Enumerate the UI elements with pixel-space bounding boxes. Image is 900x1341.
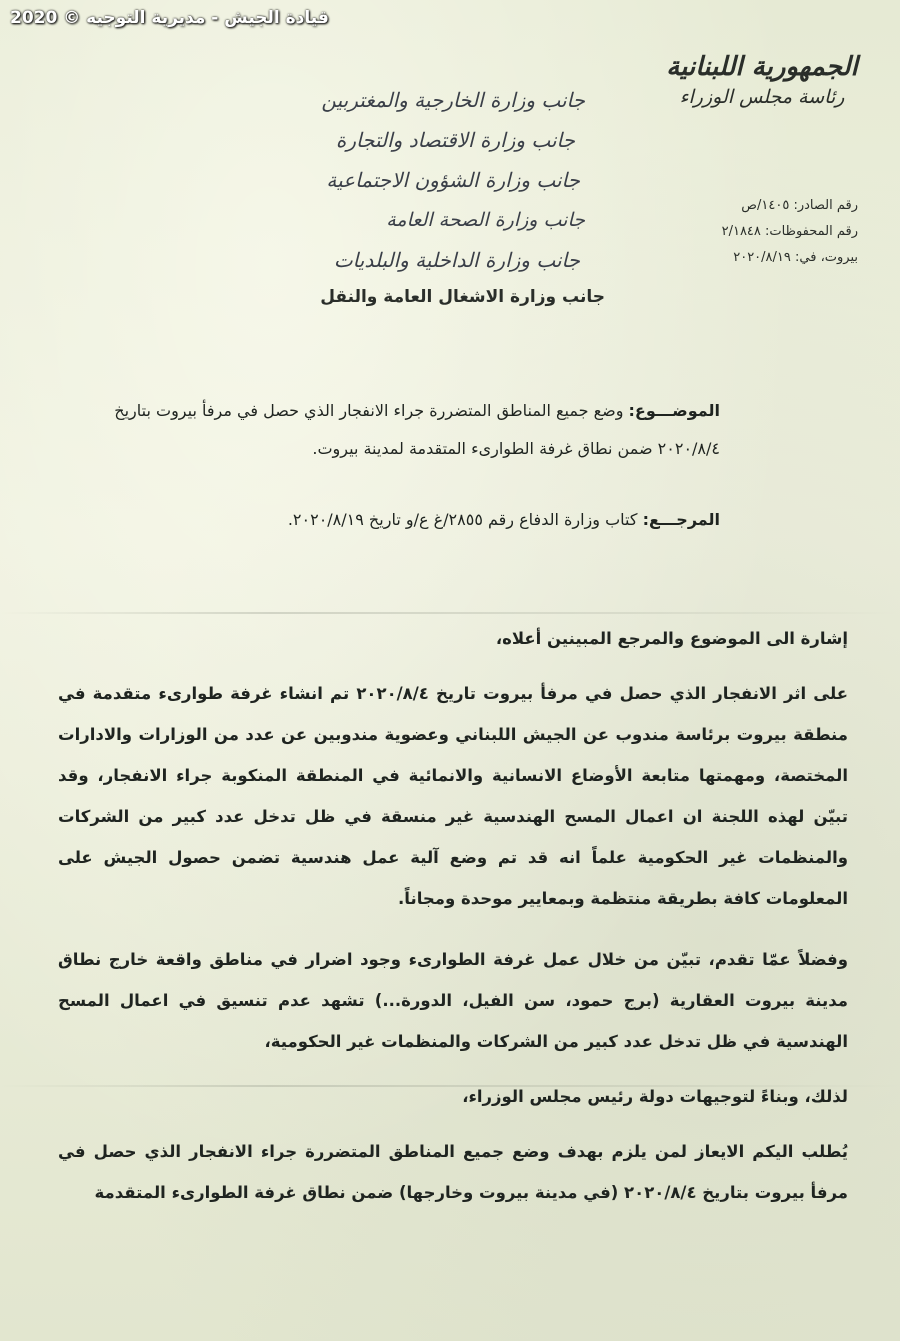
body-paragraph: إشارة الى الموضوع والمرجع المبينين أعلاه، <box>495 629 848 648</box>
reference-text: كتاب وزارة الدفاع رقم ٢٨٥٥/غ ع/و تاريخ ٢٠٢٠/٨/١٩. <box>287 510 638 529</box>
letterhead-subtitle: رئاسة مجلس الوزراء <box>679 86 845 108</box>
subject-line <box>60 392 720 468</box>
body-paragraph: يُطلب اليكم الايعاز لمن يلزم بهدف وضع جميع المناطق المتضررة جراء الانفجار الذي حصل في مرفأ بيروت بتاريخ ٢٠٢٠/٨/٤ (في مدينة بيروت وخارجها) ضمن نطاق غرفة الطوارىء المتقدمة <box>58 1142 848 1202</box>
addressee-handwritten: جانب وزارة الاقتصاد والتجارة <box>335 128 575 152</box>
addressee-handwritten: جانب وزارة الصحة العامة <box>386 209 585 231</box>
subject-text: وضع جميع المناطق المتضررة جراء الانفجار الذي حصل في مرفأ بيروت بتاريخ ٢٠٢٠/٨/٤ ضمن نطاق غرفة الطوارىء المتقدمة لمدينة بيروت. <box>114 401 720 458</box>
addressee-list <box>270 80 605 314</box>
watermark: قيادة الجيش - مديرية التوجيه © 2020 <box>10 8 329 28</box>
body-paragraph: وفضلاً عمّا تقدم، تبيّن من خلال عمل غرفة الطوارىء وجود اضرار في مناطق واقعة خارج نطاق مدينة بيروت العقارية (برج حمود، سن الفيل، الدورة...) تشهد عدم تنسيق في اعمال المسح الهندسية في ظل تدخل عدد كبير من الشركات والمنظمات غير الحكومية، <box>58 950 848 1051</box>
reference-line <box>60 505 720 535</box>
subject-label: الموضـــوع: <box>628 401 720 420</box>
addressee-handwritten: جانب وزارة الداخلية والبلديات <box>333 248 580 272</box>
outgoing-number: رقم الصادر: ١٤٠٥/ص <box>741 198 858 213</box>
letter-date: بيروت، في: ٢٠٢٠/٨/١٩ <box>733 250 858 265</box>
letterhead <box>662 52 862 108</box>
body-paragraph: لذلك، وبناءً لتوجيهات دولة رئيس مجلس الوزراء، <box>462 1087 848 1106</box>
paper-fold-line <box>0 612 900 614</box>
body-paragraph: على اثر الانفجار الذي حصل في مرفأ بيروت تاريخ ٢٠٢٠/٨/٤ تم انشاء غرفة طوارىء متقدمة في منطقة بيروت برئاسة مندوب عن الجيش اللبناني وعضوية مندوبين عن عدد من الوزارات والادارات المختصة، ومهمتها متابعة الأوضاع الانسانية والانمائية في المنطقة المنكوبة جراء الانفجار، وقد تبيّن لهذه اللجنة ان اعمال المسح الهندسية غير منسقة في ظل تدخل عدد كبير من الشركات والمنظمات غير الحكومية علماً انه قد تم وضع آلية عمل هندسية تضمن حصول الجيش على المعلومات كافة بطريقة منتظمة وبمعايير موحدة ومجاناً. <box>58 684 849 908</box>
reference-label: المرجـــع: <box>642 510 720 529</box>
addressee-printed: جانب وزارة الاشغال العامة والنقل <box>320 287 605 307</box>
letter-body <box>58 618 848 1213</box>
letterhead-title: الجمهورية اللبنانية <box>666 52 858 82</box>
archive-number: رقم المحفوظات: ٢/١٨٤٨ <box>721 224 858 239</box>
addressee-handwritten: جانب وزارة الشؤون الاجتماعية <box>326 168 580 192</box>
addressee-handwritten: جانب وزارة الخارجية والمغتربين <box>321 88 585 112</box>
reference-numbers <box>678 193 858 271</box>
